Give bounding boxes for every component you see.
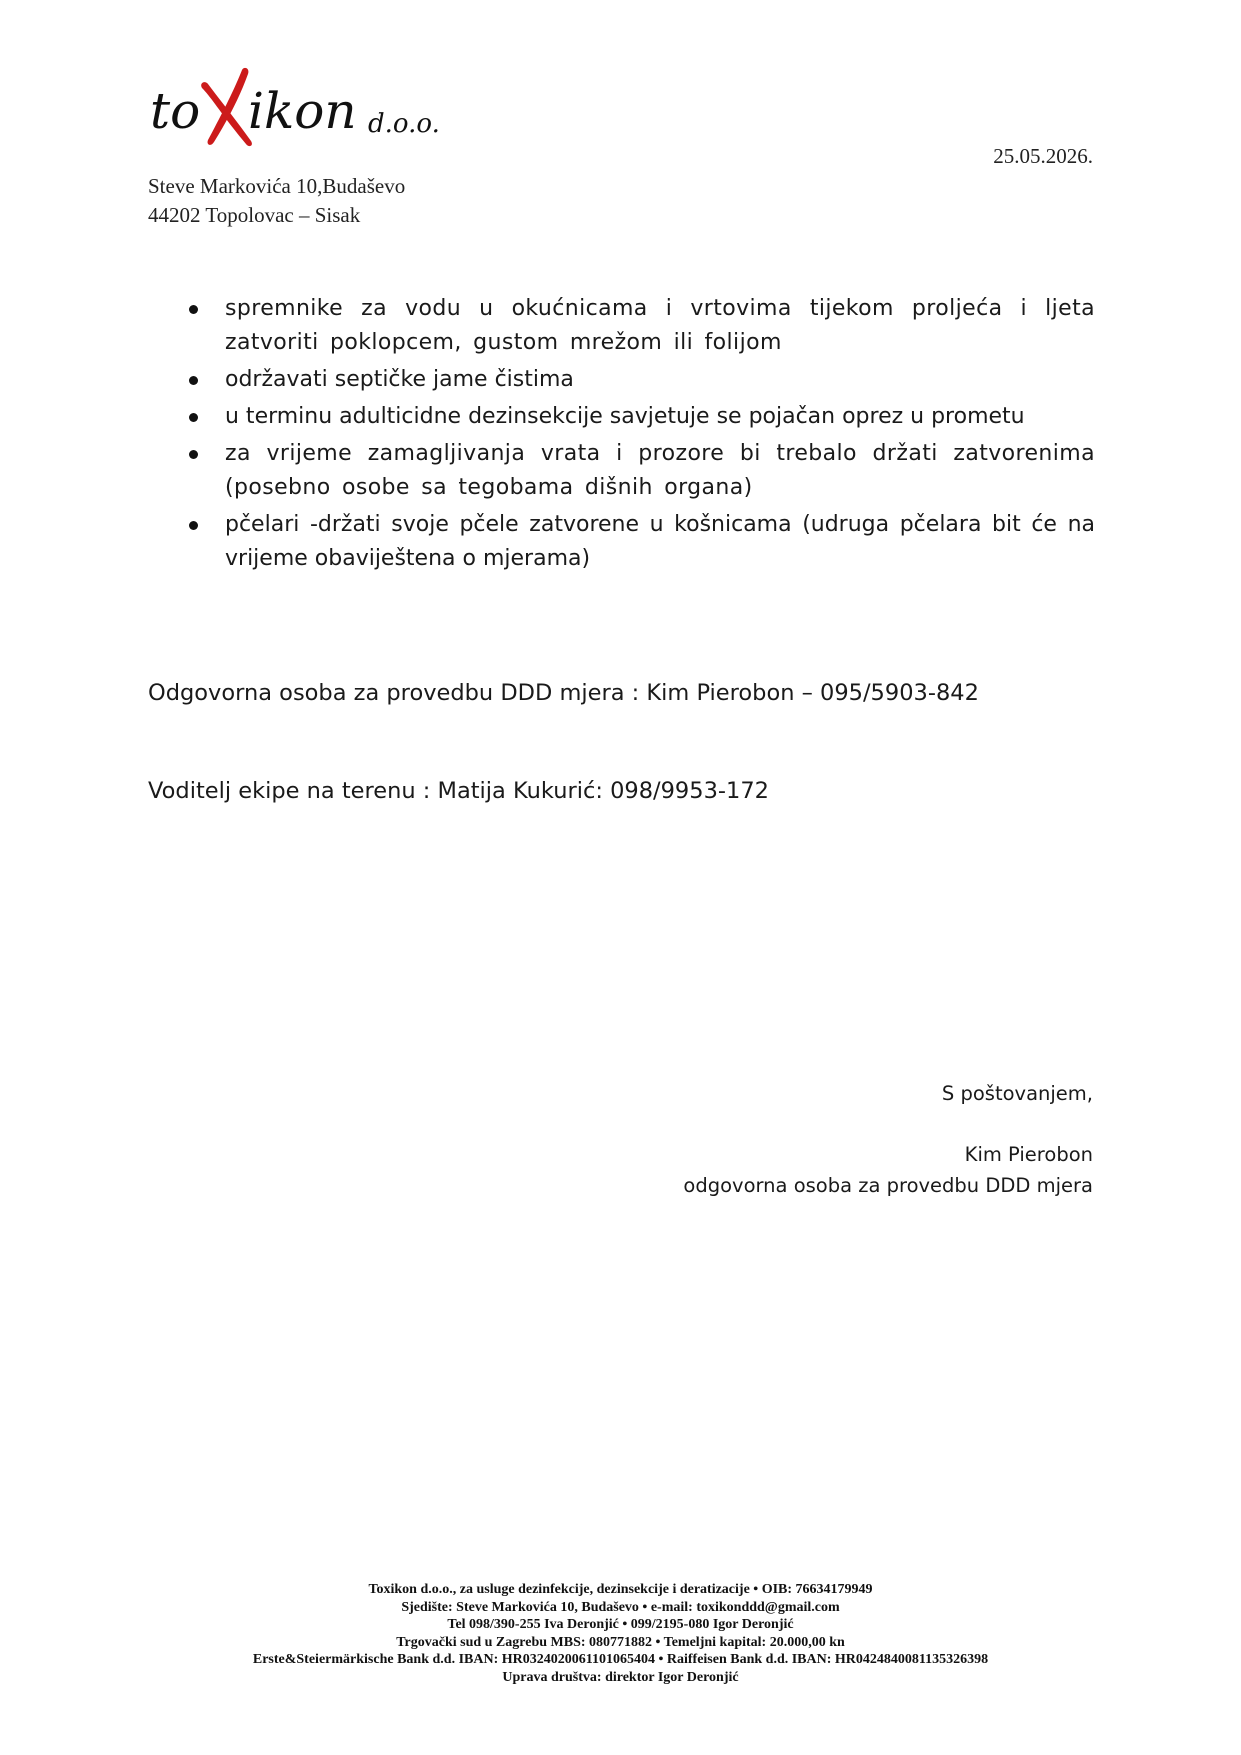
signatory-role: odgovorna osoba za provedbu DDD mjera	[683, 1174, 1093, 1197]
company-address	[148, 172, 405, 230]
address-line-1: Steve Markovića 10,Budaševo	[148, 174, 406, 198]
list-item-text: pčelari -držati svoje pčele zatvorene u košnicama (udruga pčelara bit će na vrijeme obaviještena o mjerama)	[225, 512, 1095, 571]
signatory-name: Kim Pierobon	[964, 1143, 1093, 1166]
bullet-icon	[189, 376, 198, 385]
bullet-icon	[189, 413, 198, 422]
footer-line-3: Tel 098/390-255 Iva Deronjić • 099/2195-080 Igor Deronjić	[447, 1617, 794, 1633]
list-item	[184, 400, 1095, 434]
bullet-icon	[189, 305, 198, 314]
list-item	[184, 292, 1095, 360]
field-team-lead-contact: Voditelj ekipe na terenu : Matija Kukurić: 098/9953-172	[148, 778, 769, 804]
responsible-person-contact: Odgovorna osoba za provedbu DDD mjera : Kim Pierobon – 095/5903-842	[148, 680, 979, 706]
list-item-text: za vrijeme zamagljivanja vrata i prozore bi trebalo držati zatvorenima (posebno osobe sa tegobama dišnih organa)	[225, 441, 1095, 500]
company-footer	[0, 1581, 1241, 1687]
address-line-2: 44202 Topolovac – Sisak	[148, 203, 361, 227]
logo-text-to: to	[150, 82, 201, 140]
footer-line-2: Sjedište: Steve Markovića 10, Budaševo • e-mail: toxikonddd@gmail.com	[401, 1599, 840, 1615]
footer-line-5: Erste&Steiermärkische Bank d.d. IBAN: HR0324020061101065404 • Raiffeisen Bank d.d. IBAN: HR0424840081135326398	[252, 1652, 989, 1668]
bullet-icon	[189, 450, 198, 459]
footer-line-4: Trgovački sud u Zagrebu MBS: 080771882 • Temeljni kapital: 20.000,00 kn	[396, 1634, 845, 1650]
toxikon-logo-graphic	[150, 66, 470, 156]
closing-greeting: S poštovanjem,	[941, 1082, 1093, 1105]
company-logo	[150, 66, 470, 156]
logo-suffix: d.o.o.	[368, 109, 440, 139]
document-date: 25.05.2026.	[993, 144, 1093, 168]
list-item-text: održavati septičke jame čistima	[225, 367, 574, 392]
list-item-text: u terminu adulticidne dezinsekcije savjetuje se pojačan oprez u prometu	[225, 404, 1025, 429]
footer-line-1: Toxikon d.o.o., za usluge dezinfekcije, dezinsekcije i deratizacije • OIB: 76634179949	[368, 1582, 873, 1597]
list-item	[184, 508, 1095, 576]
list-item	[184, 437, 1095, 505]
recommendation-list	[184, 292, 1095, 579]
logo-text-ikon: ikon	[248, 82, 357, 140]
footer-line-6: Uprava društva: direktor Igor Deronjić	[502, 1669, 739, 1685]
bullet-icon	[189, 521, 198, 530]
list-item	[184, 363, 1095, 397]
list-item-text: spremnike za vodu u okućnicama i vrtovima tijekom proljeća i ljeta zatvoriti poklopcem, gustom mrežom ili folijom	[225, 296, 1095, 355]
